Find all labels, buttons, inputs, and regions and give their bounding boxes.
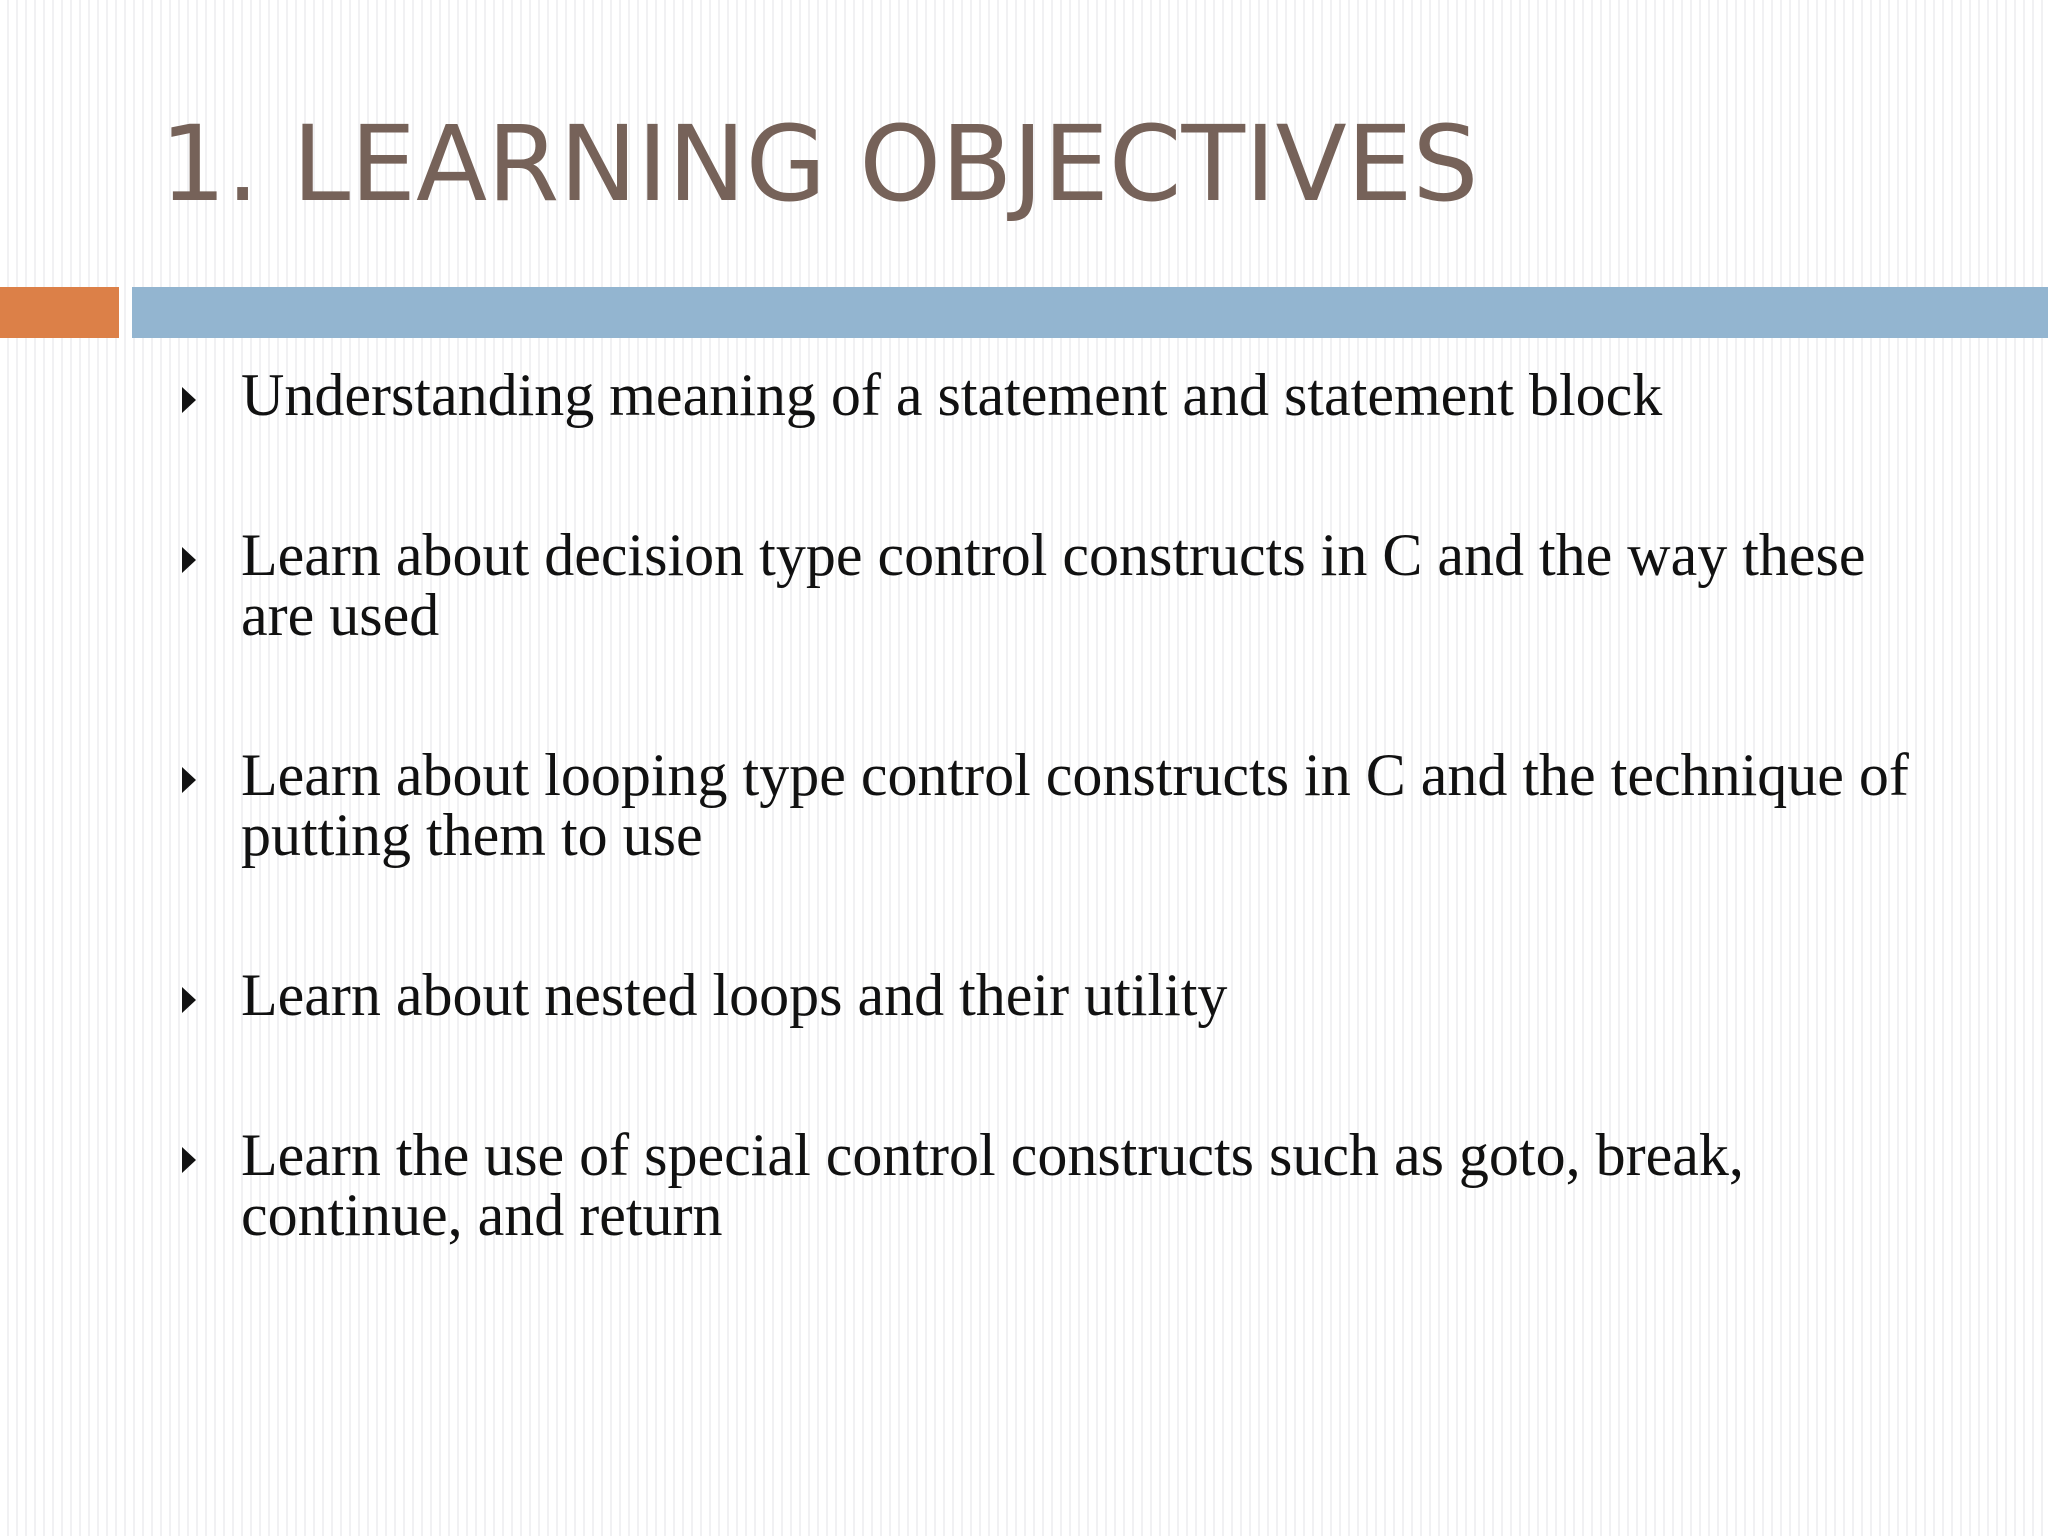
objective-text: Learn about decision type control constructs in C and the way these are used xyxy=(241,522,1866,648)
objective-text: Learn about nested loops and their utility xyxy=(241,962,1228,1028)
accent-bar-orange xyxy=(0,287,119,338)
triangle-right-icon xyxy=(180,765,200,795)
triangle-right-icon xyxy=(180,1145,200,1175)
triangle-right-icon xyxy=(180,385,200,415)
triangle-right-icon xyxy=(180,985,200,1015)
objective-text: Understanding meaning of a statement and statement block xyxy=(241,362,1663,428)
slide-title: 1. LEARNING OBJECTIVES xyxy=(160,103,1479,225)
objective-text: Learn the use of special control constructs such as goto, break, continue, and return xyxy=(241,1122,1744,1248)
triangle-right-icon xyxy=(180,545,200,575)
objective-text: Learn about looping type control constructs in C and the technique of putting them to use xyxy=(241,742,1909,868)
accent-bar-blue xyxy=(132,287,2048,338)
